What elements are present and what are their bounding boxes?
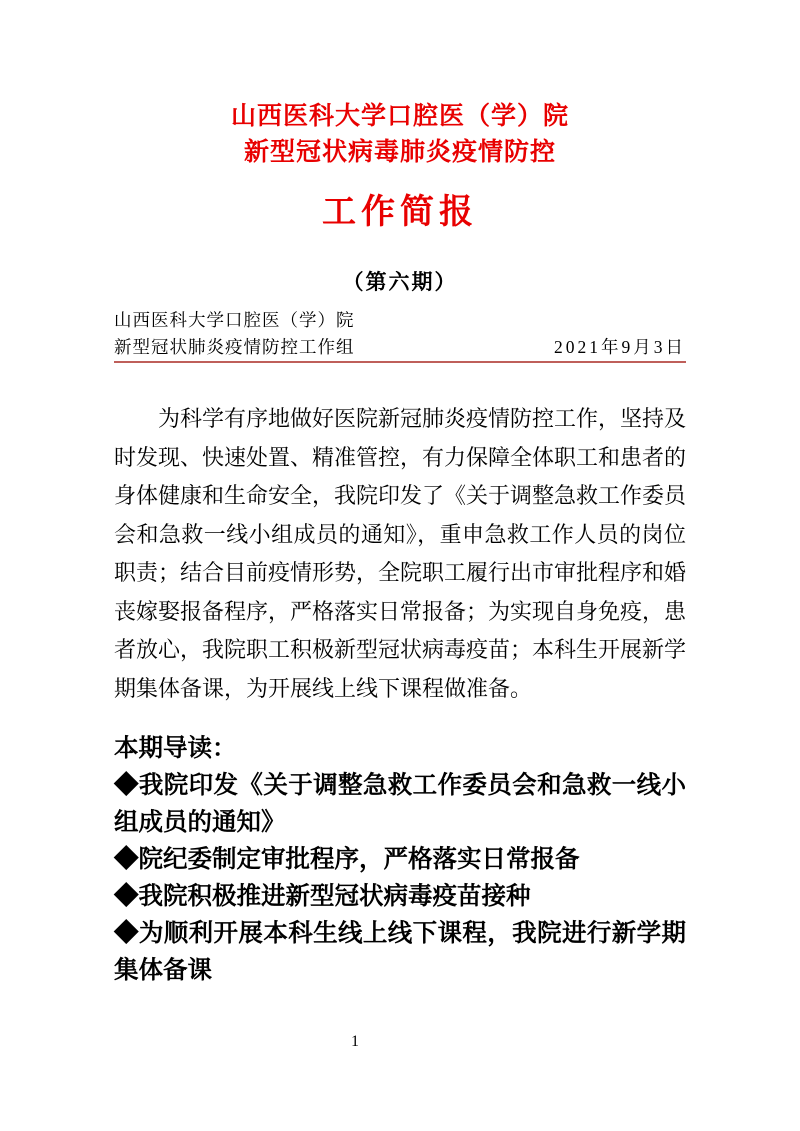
masthead <box>114 307 686 363</box>
digest-item <box>114 915 686 989</box>
org-title-line-1: 山西医科大学口腔医（学）院 <box>230 102 569 130</box>
digest-heading: 本期导读： <box>114 735 237 762</box>
issuer-name-line-1: 山西医科大学口腔医（学）院 <box>114 310 355 330</box>
digest-section <box>114 730 686 989</box>
page-footer <box>114 1032 686 1052</box>
digest-item-text: 为顺利开展本科生线上线下课程，我院进行新学期集体备课 <box>114 920 687 984</box>
issue-date: 2021年9月3日 <box>554 337 686 357</box>
diamond-bullet-icon: ◆ <box>114 772 139 799</box>
issuer-name-line-2: 新型冠状肺炎疫情防控工作组 <box>114 337 355 357</box>
digest-item <box>114 767 686 841</box>
digest-item-text: 我院积极推进新型冠状病毒疫苗接种 <box>138 883 531 910</box>
diamond-bullet-icon: ◆ <box>114 846 139 873</box>
digest-item <box>114 878 686 915</box>
diamond-bullet-icon: ◆ <box>114 883 139 910</box>
issuer-date-row <box>114 334 686 363</box>
digest-item <box>114 841 686 878</box>
digest-item-text: 院纪委制定审批程序，严格落实日常报备 <box>138 846 580 873</box>
digest-item-text: 我院印发《关于调整急救工作委员会和急救一线小组成员的通知》 <box>114 772 687 836</box>
body-paragraph: 为科学有序地做好医院新冠肺炎疫情防控工作，坚持及时发现、快速处置、精准管控，有力保障全体职工和患者的身体健康和生命安全，我院印发了《关于调整急救工作委员会和急救一线小组成员的通知》，重申急救工作人员的岗位职责；结合目前疫情形势，全院职工履行出市审批程序和婚丧嫁娶报备程序，严格落实日常报备；为实现自身免疫，患者放心，我院职工积极新型冠状病毒疫苗；本科生开展新学期集体备课，为开展线上线下课程做准备。 <box>114 406 687 701</box>
org-title-line-2: 新型冠状病毒肺炎疫情防控 <box>243 138 556 166</box>
diamond-bullet-icon: ◆ <box>114 920 139 947</box>
page-number: 1 <box>351 1033 359 1050</box>
bulletin-title: 工作简报 <box>322 193 478 231</box>
issue-number: （第六期） <box>342 270 458 294</box>
